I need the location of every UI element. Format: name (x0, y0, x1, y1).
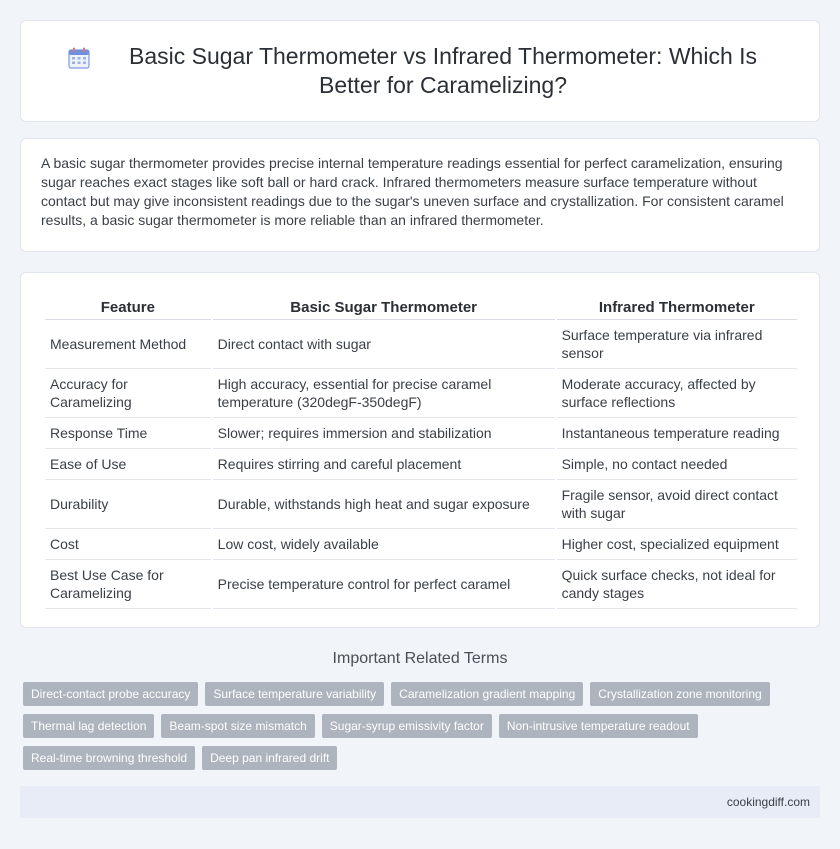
header-infrared-thermometer: Infrared Thermometer (557, 295, 797, 320)
table-row (45, 480, 797, 529)
sugar-cell: Durable, withstands high heat and sugar exposure (213, 480, 555, 529)
header-sugar-thermometer: Basic Sugar Thermometer (213, 295, 555, 320)
sugar-cell: Precise temperature control for perfect caramel (213, 560, 555, 609)
sugar-cell: Requires stirring and careful placement (213, 449, 555, 480)
tag-row (23, 714, 803, 738)
infrared-cell: Higher cost, specialized equipment (557, 529, 797, 560)
tag-row (23, 746, 803, 770)
infrared-cell: Fragile sensor, avoid direct contact with sugar (557, 480, 797, 529)
intro-card (20, 138, 820, 252)
table-row (45, 449, 797, 480)
related-terms-heading: Important Related Terms (332, 650, 508, 667)
page-title: Basic Sugar Thermometer vs Infrared Thermometer: Which Is Better for Caramelizing? (128, 43, 758, 98)
infrared-cell: Instantaneous temperature reading (557, 418, 797, 449)
related-term-tag[interactable]: Deep pan infrared drift (202, 746, 337, 770)
feature-cell: Measurement Method (45, 320, 211, 369)
table-header-row (45, 295, 797, 320)
table-row (45, 560, 797, 609)
comparison-table (43, 295, 799, 609)
sugar-cell: High accuracy, essential for precise caramel temperature (320degF-350degF) (213, 369, 555, 418)
sugar-cell: Slower; requires immersion and stabilization (213, 418, 555, 449)
feature-cell: Response Time (45, 418, 211, 449)
title-card (20, 20, 820, 122)
table-row (45, 418, 797, 449)
related-term-tag[interactable]: Caramelization gradient mapping (391, 682, 583, 706)
feature-cell: Best Use Case for Caramelizing (45, 560, 211, 609)
related-term-tag[interactable]: Non-intrusive temperature readout (499, 714, 698, 738)
sugar-cell: Direct contact with sugar (213, 320, 555, 369)
table-row (45, 529, 797, 560)
feature-cell: Durability (45, 480, 211, 529)
related-terms-tags (23, 682, 803, 778)
footer-site-link[interactable]: cookingdiff.com (726, 795, 810, 809)
related-term-tag[interactable]: Surface temperature variability (205, 682, 384, 706)
related-term-tag[interactable]: Direct-contact probe accuracy (23, 682, 198, 706)
feature-cell: Cost (45, 529, 211, 560)
infrared-cell: Simple, no contact needed (557, 449, 797, 480)
infrared-cell: Moderate accuracy, affected by surface reflections (557, 369, 797, 418)
comparison-card (20, 272, 820, 628)
table-row (45, 320, 797, 369)
table-row (45, 369, 797, 418)
related-term-tag[interactable]: Beam-spot size mismatch (161, 714, 314, 738)
related-term-tag[interactable]: Thermal lag detection (23, 714, 154, 738)
related-term-tag[interactable]: Crystallization zone monitoring (590, 682, 769, 706)
related-term-tag[interactable]: Real-time browning threshold (23, 746, 195, 770)
infrared-cell: Quick surface checks, not ideal for candy stages (557, 560, 797, 609)
tag-row (23, 682, 803, 706)
calendar-icon (67, 46, 91, 70)
infrared-cell: Surface temperature via infrared sensor (557, 320, 797, 369)
footer (20, 786, 820, 818)
related-term-tag[interactable]: Sugar-syrup emissivity factor (322, 714, 492, 738)
sugar-cell: Low cost, widely available (213, 529, 555, 560)
header-feature: Feature (45, 295, 211, 320)
intro-text: A basic sugar thermometer provides precise internal temperature readings essential for perfect caramelization, ensuring sugar reaches exact stages like soft ball or hard crack. Infrared thermometers measure surface temperature without contact but may give inconsistent readings due to the sugar's uneven surface and crystallization. For consistent caramel results, a basic sugar thermometer is more reliable than an infrared thermometer. (41, 155, 784, 228)
feature-cell: Ease of Use (45, 449, 211, 480)
feature-cell: Accuracy for Caramelizing (45, 369, 211, 418)
